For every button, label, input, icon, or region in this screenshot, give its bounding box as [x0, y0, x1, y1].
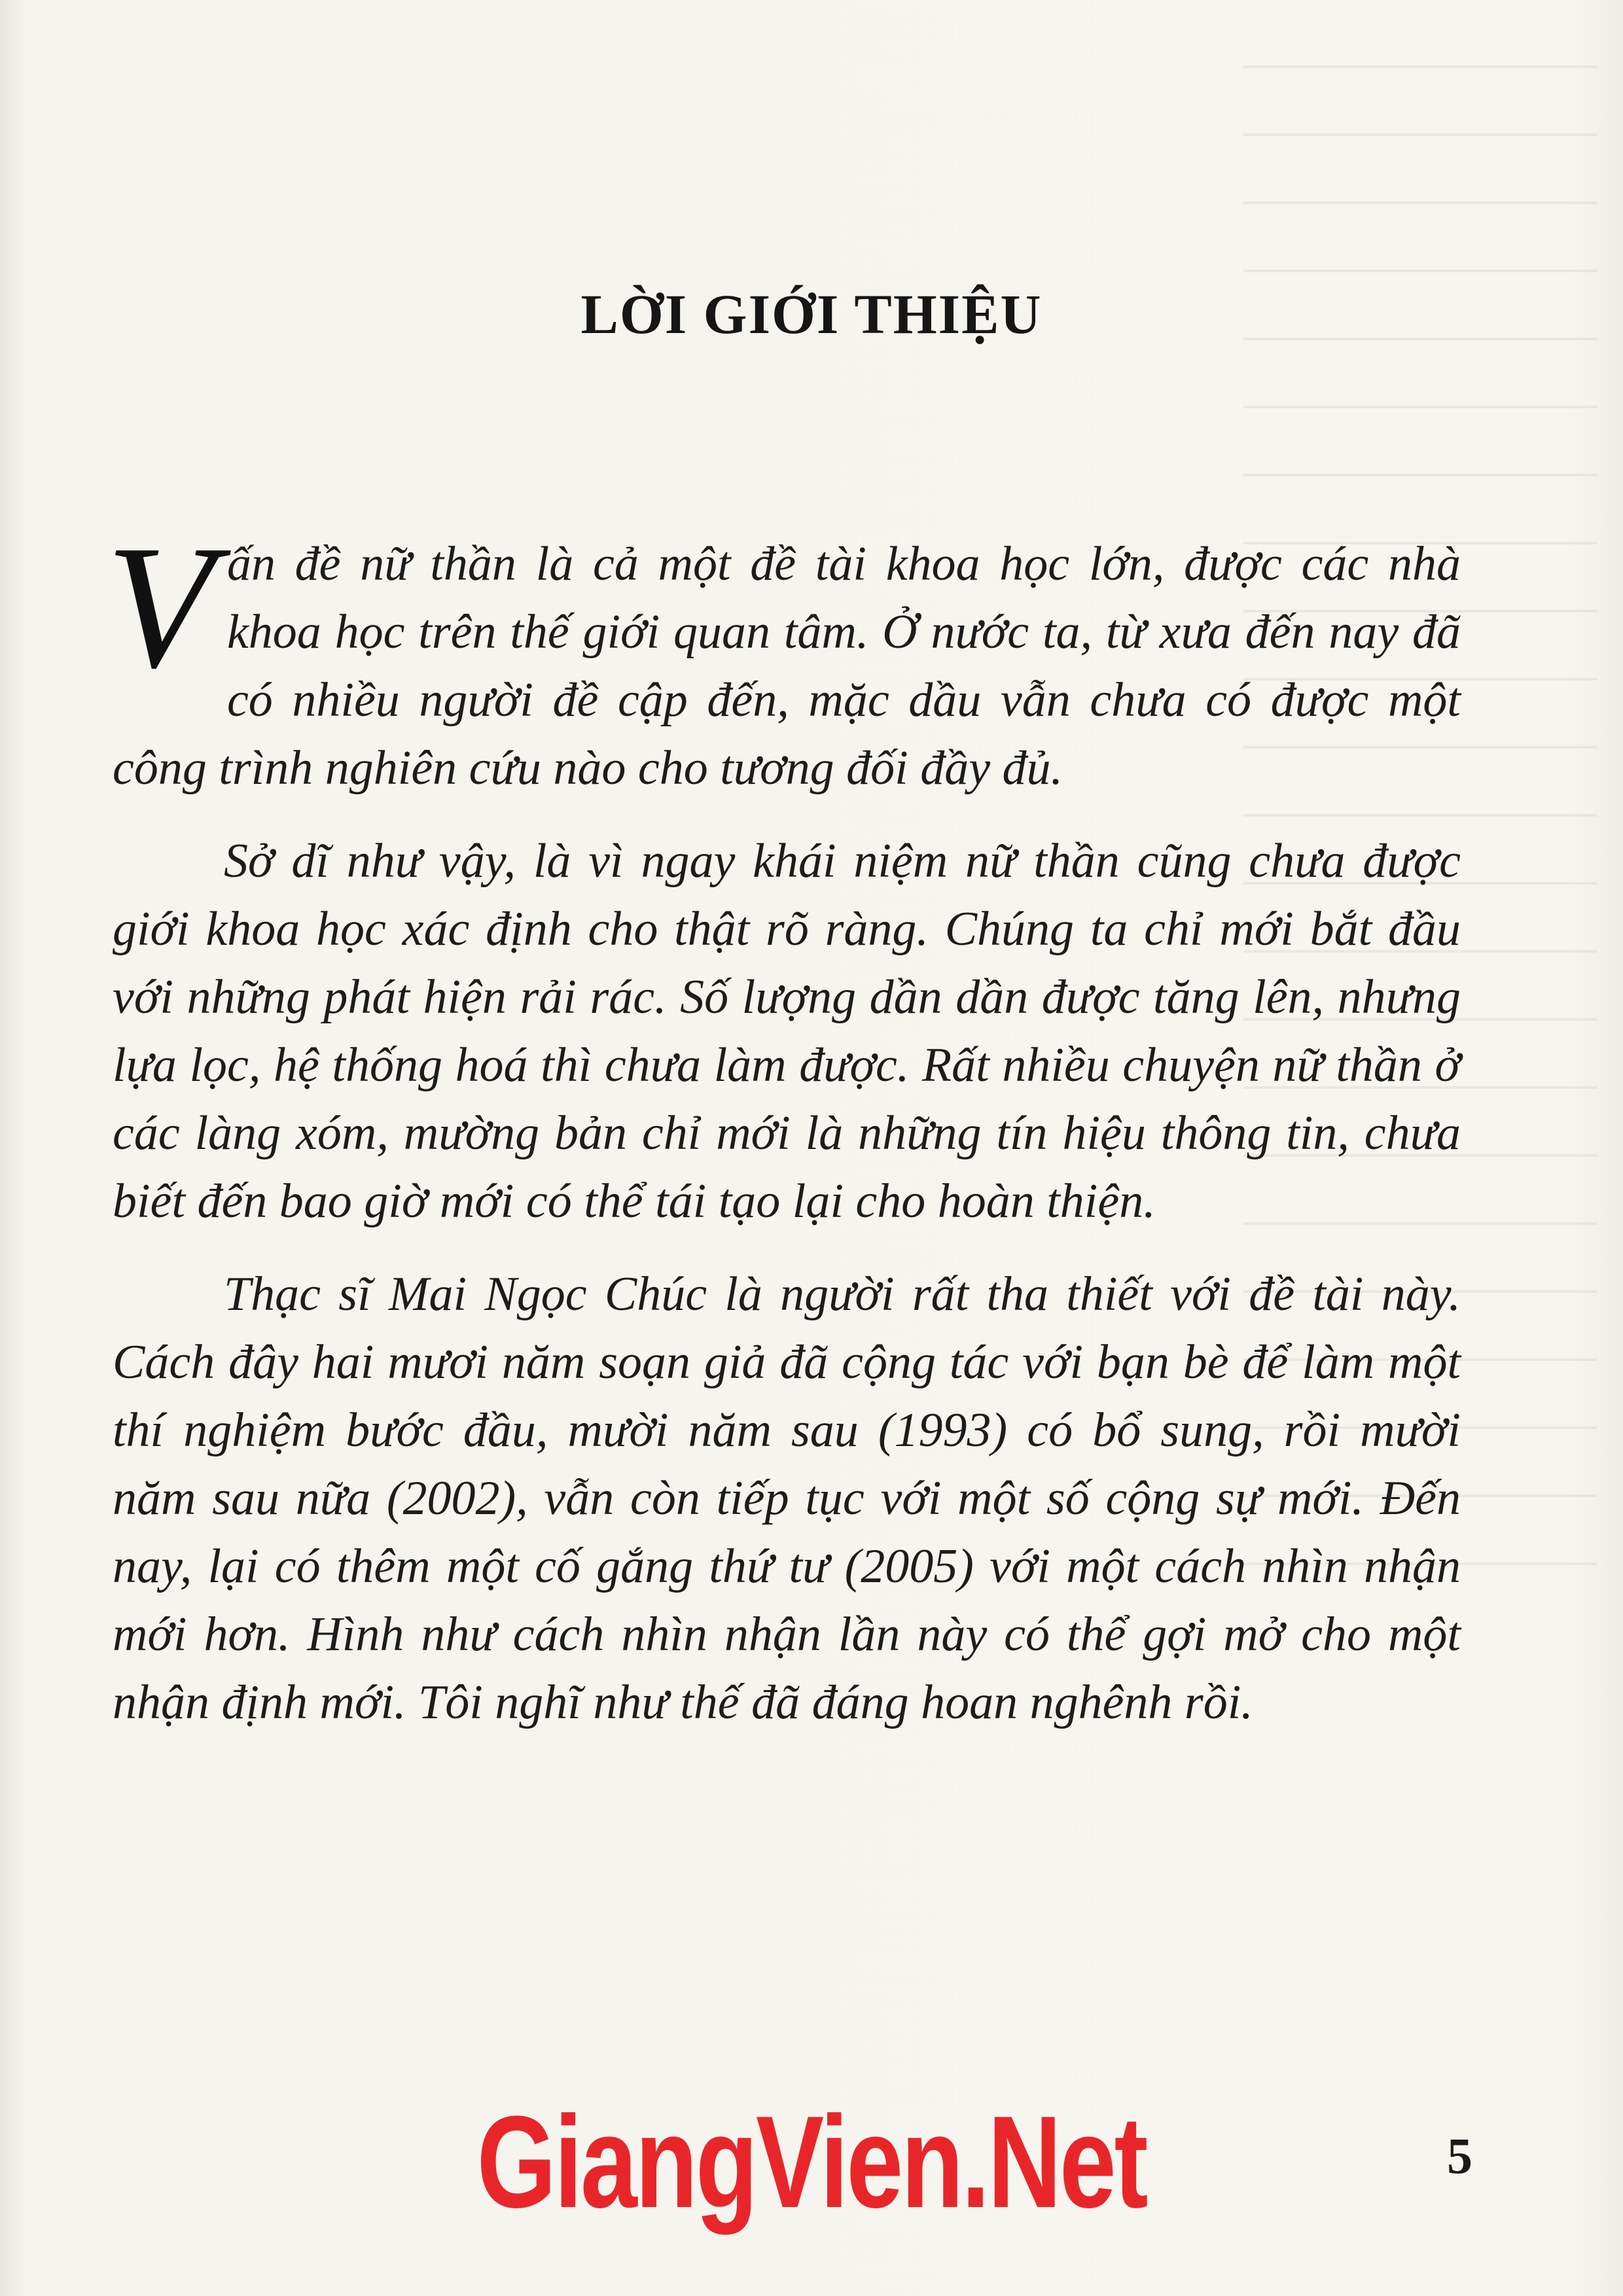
page-number: 5	[1447, 2127, 1472, 2184]
paragraph-3: Thạc sĩ Mai Ngọc Chúc là người rất tha thiết với đề tài này. Cách đây hai mươi năm soạn giả đã cộng tác với bạn bè để làm một thí nghiệm bước đầu, mười năm sau (1993) có bổ sung, rồi mười năm sau nữa (2002), vẫn còn tiếp tục với một số cộng sự mới. Đến nay, lại có thêm một cố gắng thứ tư (2005) với một cách nhìn nhận mới hơn. Hình như cách nhìn nhận lần này có thể gợi mở cho một nhận định mới. Tôi nghĩ như thế đã đáng hoan nghênh rồi.	[113, 1267, 1461, 1729]
paragraph-2: Sở dĩ như vậy, là vì ngay khái niệm nữ thần cũng chưa được giới khoa học xác định cho thật rõ ràng. Chúng ta chỉ mới bắt đầu với những phát hiện rải rác. Số lượng dần dần được tăng lên, nhưng lựa lọc, hệ thống hoá thì chưa làm được. Rất nhiều chuyện nữ thần ở các làng xóm, mường bản chỉ mới là những tín hiệu thông tin, chưa biết đến bao giờ mới có thể tái tạo lại cho hoàn thiện.	[113, 834, 1461, 1228]
body-text	[106, 509, 1461, 1737]
paragraph-1-text: ấn đề nữ thần là cả một đề tài khoa học lớn, được các nhà khoa học trên thế giới quan tâm. Ở nước ta, từ xưa đến nay đã có nhiều người đề cập đến, mặc dầu vẫn chưa có được một công trình nghiên cứu nào cho tương đối đầy đủ.	[113, 537, 1461, 795]
drop-cap: V	[106, 509, 214, 705]
paragraph-1	[106, 509, 1461, 802]
page-title: LỜI GIỚI THIỆU	[580, 283, 1043, 345]
watermark-logo: GiangVien.Net	[476, 2089, 1147, 2235]
